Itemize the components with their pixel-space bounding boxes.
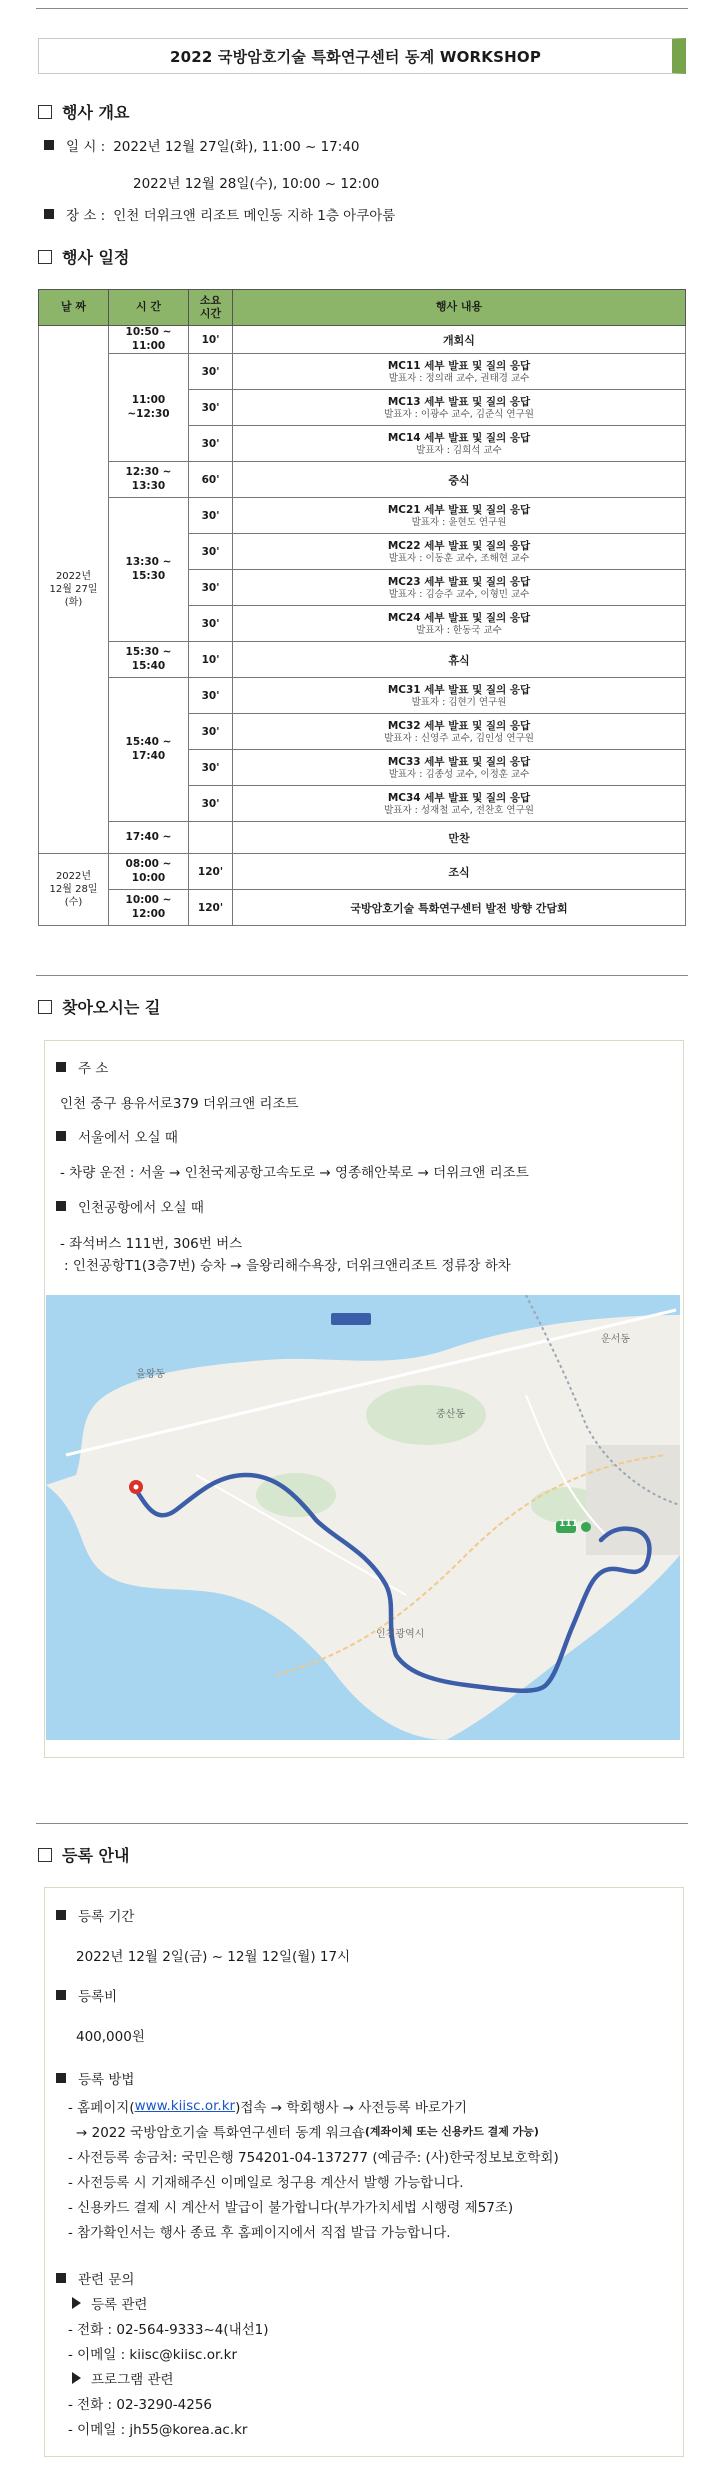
schedule-duration-cell: 30'	[189, 498, 233, 534]
schedule-time-cell: 10:00 ~ 12:00	[109, 890, 189, 926]
session-presenters: 발표자 : 신영주 교수, 김인성 연구원	[384, 732, 534, 744]
airport-label-row: 인천공항에서 오실 때	[56, 1196, 204, 1216]
schedule-content-cell	[233, 570, 686, 606]
checkbox-square-icon	[38, 1000, 52, 1014]
schedule-row	[39, 642, 686, 678]
session-presenters: 발표자 : 한동국 교수	[416, 624, 502, 636]
contact-reg-email: - 이메일 : kiisc@kiisc.or.kr	[68, 2347, 237, 2363]
schedule-content-cell	[233, 354, 686, 390]
event-item: 개회식	[443, 333, 475, 347]
session-presenters: 발표자 : 김현기 연구원	[411, 696, 507, 708]
schedule-content-cell	[233, 326, 686, 354]
schedule-table	[38, 289, 686, 926]
session-title: MC11 세부 발표 및 질의 응답	[387, 359, 531, 372]
map-label-unseo: 운서동	[601, 1334, 630, 1345]
bullet-square-icon	[56, 1131, 66, 1141]
schedule-duration-cell: 30'	[189, 606, 233, 642]
schedule-row	[39, 462, 686, 498]
session-presenters: 발표자 : 김종성 교수, 이정훈 교수	[388, 768, 530, 780]
session-title: MC21 세부 발표 및 질의 응답	[387, 503, 531, 516]
schedule-duration-cell: 30'	[189, 570, 233, 606]
contact-prog-row: 프로그램 관련	[72, 2368, 174, 2388]
schedule-content-cell	[233, 642, 686, 678]
seoul-label-row: 서울에서 오실 때	[56, 1126, 178, 1146]
schedule-duration-cell: 30'	[189, 750, 233, 786]
bullet-square-icon	[56, 1910, 66, 1920]
session-presenters: 발표자 : 이동훈 교수, 조해현 교수	[388, 552, 530, 564]
method-line-1: - 홈페이지( www.kiisc.or.kr )접속 → 학회행사 → 사전등록 바로가기	[68, 2098, 467, 2116]
event-title: 2022 국방암호기술 특화연구센터 동계 WORKSHOP	[169, 47, 542, 66]
schedule-duration-cell: 120'	[189, 890, 233, 926]
schedule-time-cell: 13:30 ~ 15:30	[109, 498, 189, 642]
contact-prog-email: - 이메일 : jh55@korea.ac.kr	[68, 2422, 248, 2438]
schedule-content-cell	[233, 498, 686, 534]
event-item: 국방암호기술 특화연구센터 발전 방향 간담회	[350, 901, 568, 915]
method-line-4: - 사전등록 시 기재해주신 이메일로 청구용 계산서 발행 가능합니다.	[68, 2175, 464, 2191]
schedule-time-cell: 10:50 ~ 11:00	[109, 326, 189, 354]
checkbox-square-icon	[38, 1848, 52, 1862]
overview-heading: 행사 개요	[38, 100, 129, 123]
overview-date2-row: 2022년 12월 28일(수), 10:00 ~ 12:00	[133, 176, 380, 192]
schedule-duration-cell	[189, 822, 233, 854]
fee-text: 400,000원	[76, 2029, 145, 2045]
event-item: 만찬	[448, 831, 470, 845]
session-presenters: 발표자 : 김희석 교수	[416, 444, 502, 456]
schedule-duration-cell: 30'	[189, 390, 233, 426]
triangle-bullet-icon	[72, 2297, 81, 2309]
overview-place-row: 장 소 : 인천 더위크앤 리조트 메인동 지하 1층 아쿠아룸	[44, 204, 395, 224]
session-presenters: 발표자 : 이광수 교수, 김준식 연구원	[384, 408, 534, 420]
period-label-row: 등록 기간	[56, 1905, 134, 1925]
session-presenters: 발표자 : 윤현도 연구원	[411, 516, 507, 528]
session-presenters: 발표자 : 김승주 교수, 이형민 교수	[388, 588, 530, 600]
session-title: MC34 세부 발표 및 질의 응답	[387, 791, 531, 804]
bus-111-badge: 111	[559, 1519, 578, 1529]
schedule-date-cell: 2022년 12월 28일 (수)	[39, 854, 109, 926]
map-label-incheon: 인천광역시	[376, 1629, 425, 1640]
session-presenters: 발표자 : 성재철 교수, 전찬호 연구원	[384, 804, 534, 816]
schedule-time-cell: 15:40 ~ 17:40	[109, 678, 189, 822]
section-divider	[36, 975, 688, 976]
schedule-heading: 행사 일정	[38, 245, 129, 268]
bullet-square-icon	[56, 2073, 66, 2083]
triangle-bullet-icon	[72, 2372, 81, 2384]
bullet-square-icon	[56, 1990, 66, 2000]
schedule-row	[39, 354, 686, 390]
schedule-content-cell	[233, 426, 686, 462]
schedule-content-cell	[233, 606, 686, 642]
seoul-route: - 차량 운전 : 서울 → 인천국제공항고속도로 → 영종해안북로 → 더위크앤 리조트	[60, 1165, 529, 1181]
schedule-content-cell	[233, 890, 686, 926]
schedule-time-cell: 15:30 ~ 15:40	[109, 642, 189, 678]
bullet-square-icon	[56, 2273, 66, 2283]
schedule-row	[39, 822, 686, 854]
schedule-content-cell	[233, 678, 686, 714]
bullet-square-icon	[44, 209, 54, 219]
schedule-duration-cell: 30'	[189, 354, 233, 390]
session-title: MC13 세부 발표 및 질의 응답	[387, 395, 531, 408]
schedule-row	[39, 326, 686, 354]
contact-prog-phone: - 전화 : 02-3290-4256	[68, 2397, 213, 2413]
session-title: MC22 세부 발표 및 질의 응답	[387, 539, 531, 552]
map-label-jungsan: 중산동	[436, 1409, 465, 1420]
schedule-duration-cell: 10'	[189, 326, 233, 354]
schedule-time-cell: 12:30 ~ 13:30	[109, 462, 189, 498]
schedule-content-cell	[233, 822, 686, 854]
col-header-time: 시 간	[109, 290, 189, 326]
session-title: MC32 세부 발표 및 질의 응답	[387, 719, 531, 732]
schedule-content-cell	[233, 854, 686, 890]
overview-date-row: 일 시 : 2022년 12월 27일(화), 11:00 ~ 17:40	[44, 135, 360, 155]
period-text: 2022년 12월 2일(금) ~ 12월 12일(월) 17시	[76, 1949, 351, 1965]
method-label-row: 등록 방법	[56, 2068, 134, 2088]
schedule-row	[39, 678, 686, 714]
schedule-duration-cell: 30'	[189, 534, 233, 570]
airport-bus: - 좌석버스 111번, 306번 버스	[60, 1236, 243, 1252]
top-divider	[36, 8, 688, 9]
contact-reg-row: 등록 관련	[72, 2293, 147, 2313]
section-divider	[36, 1823, 688, 1824]
schedule-duration-cell: 10'	[189, 642, 233, 678]
schedule-content-cell	[233, 462, 686, 498]
schedule-row	[39, 854, 686, 890]
schedule-row	[39, 498, 686, 534]
schedule-content-cell	[233, 534, 686, 570]
schedule-duration-cell: 30'	[189, 678, 233, 714]
session-title: MC24 세부 발표 및 질의 응답	[387, 611, 531, 624]
address-text: 인천 중구 용유서로379 더위크앤 리조트	[60, 1096, 299, 1112]
session-title: MC23 세부 발표 및 질의 응답	[387, 575, 531, 588]
fee-label-row: 등록비	[56, 1985, 117, 2005]
homepage-link[interactable]: www.kiisc.or.kr	[134, 2098, 236, 2114]
contact-reg-phone: - 전화 : 02-564-9333~4(내선1)	[68, 2322, 269, 2338]
event-title-banner	[38, 38, 686, 74]
map-label-eulwang: 을왕동	[136, 1369, 165, 1380]
bullet-square-icon	[56, 1201, 66, 1211]
session-title: MC14 세부 발표 및 질의 응답	[387, 431, 531, 444]
registration-heading: 등록 안내	[38, 1843, 129, 1866]
directions-heading: 찾아오시는 길	[38, 995, 160, 1018]
schedule-duration-cell: 30'	[189, 786, 233, 822]
session-presenters: 발표자 : 정의래 교수, 권태경 교수	[388, 372, 530, 384]
event-item: 휴식	[448, 653, 470, 667]
col-header-duration: 소요 시간	[189, 290, 233, 326]
checkbox-square-icon	[38, 250, 52, 264]
schedule-row	[39, 890, 686, 926]
method-line-6: - 참가확인서는 행사 종료 후 홈페이지에서 직접 발급 가능합니다.	[68, 2225, 451, 2241]
schedule-duration-cell: 120'	[189, 854, 233, 890]
col-header-content: 행사 내용	[233, 290, 686, 326]
address-label-row: 주 소	[56, 1057, 108, 1077]
method-line-3: - 사전등록 송금처: 국민은행 754201-04-137277 (예금주: (사)한국정보보호학회)	[68, 2150, 559, 2166]
session-title: MC33 세부 발표 및 질의 응답	[387, 755, 531, 768]
schedule-time-cell: 17:40 ~	[109, 822, 189, 854]
event-item: 조식	[448, 865, 470, 879]
method-line-5: - 신용카드 결제 시 계산서 발급이 불가합니다(부가가치세법 시행령 제57조)	[68, 2200, 514, 2216]
schedule-content-cell	[233, 786, 686, 822]
schedule-time-cell: 08:00 ~ 10:00	[109, 854, 189, 890]
schedule-date-cell: 2022년 12월 27일 (화)	[39, 326, 109, 854]
bullet-square-icon	[44, 140, 54, 150]
session-title: MC31 세부 발표 및 질의 응답	[387, 683, 531, 696]
schedule-duration-cell: 30'	[189, 714, 233, 750]
schedule-time-cell: 11:00 ~12:30	[109, 354, 189, 462]
contact-label-row: 관련 문의	[56, 2268, 134, 2288]
schedule-duration-cell: 60'	[189, 462, 233, 498]
schedule-duration-cell: 30'	[189, 426, 233, 462]
method-line-2: → 2022 국방암호기술 특화연구센터 동계 워크숍 (계좌이체 또는 신용카드 결제 가능)	[76, 2125, 539, 2141]
schedule-content-cell	[233, 750, 686, 786]
route-map-graphic	[46, 1295, 680, 1740]
airport-stop: : 인천공항T1(3층7번) 승차 → 을왕리해수욕장, 더위크앤리조트 정류장 하차	[64, 1258, 511, 1274]
bullet-square-icon	[56, 1062, 66, 1072]
event-item: 중식	[448, 473, 470, 487]
route-map[interactable]	[46, 1295, 680, 1740]
schedule-content-cell	[233, 390, 686, 426]
col-header-date: 날 짜	[39, 290, 109, 326]
schedule-content-cell	[233, 714, 686, 750]
checkbox-square-icon	[38, 105, 52, 119]
